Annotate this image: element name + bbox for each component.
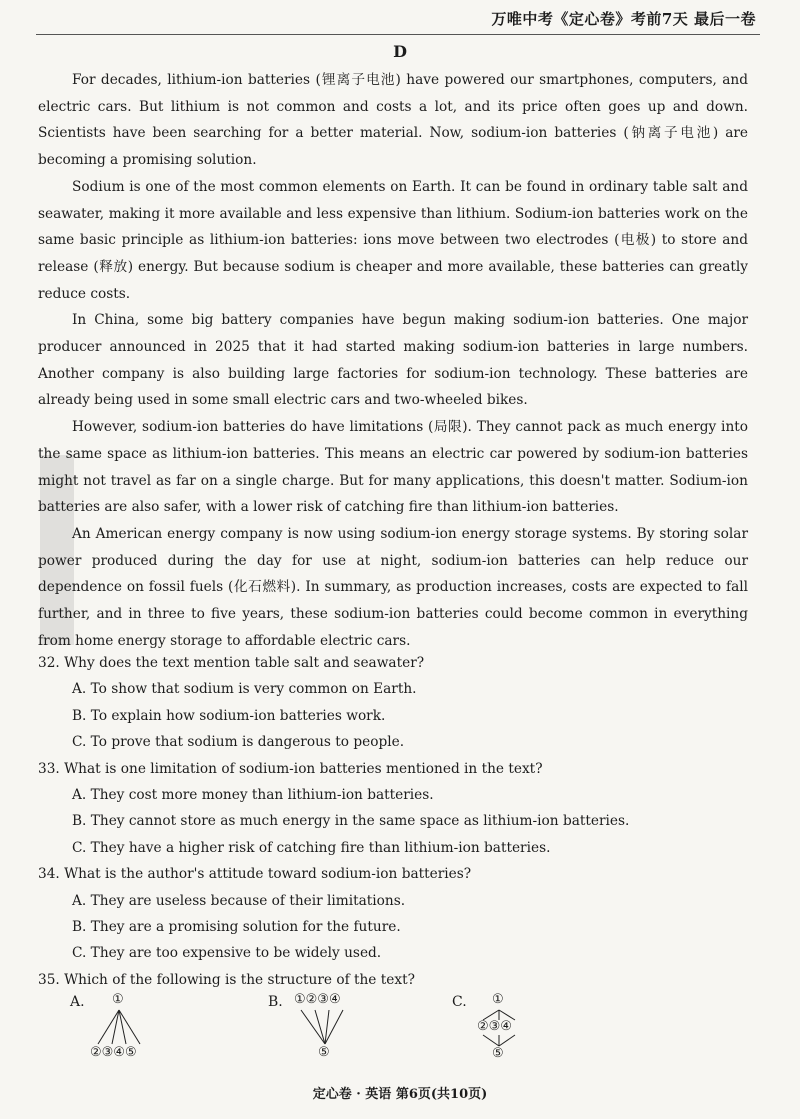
option-c[interactable]: C. They have a higher risk of catching fire than lithium-ion batteries. — [72, 839, 551, 856]
reading-passage — [38, 67, 748, 654]
diagram-lines — [452, 990, 582, 1070]
option-a[interactable]: A. To show that sodium is very common on Earth. — [72, 681, 417, 698]
diagram-middle-node: ②③④ — [477, 1019, 512, 1034]
diagram-bottom-node: ⑤ — [318, 1045, 330, 1060]
option-b[interactable]: B. To explain how sodium-ion batteries work. — [72, 707, 386, 724]
question-list — [38, 650, 760, 993]
section-letter: D — [393, 42, 407, 61]
passage-paragraph-4: However, sodium-ion batteries do have limitations (局限). They cannot pack as much energy into the same space as lithium-ion batteries. This means an electric car powered by sodium-ion batteries might not travel as far on a single charge. But for many applications, this doesn't matter. Sodium-ion batteries are also safer, with a lower risk of catching fire than lithium-ion batteries. — [38, 419, 748, 516]
diagram-lines — [268, 990, 398, 1070]
passage-paragraph-5: An American energy company is now using sodium-ion energy storage systems. By storing solar power produced during the day for use at night, sodium-ion batteries can help reduce our dependence on fossil fuels (化石燃料). In summary, as production increases, costs are expected to fall further, and in three to five years, these sodium-ion batteries could become common in everything from home energy storage to affordable electric cars. — [38, 525, 748, 649]
diagram-top-node: ① — [112, 992, 124, 1007]
diagram-letter: A. — [70, 994, 85, 1010]
option-a[interactable]: A. They cost more money than lithium-ion batteries. — [72, 787, 434, 804]
option-c[interactable]: C. To prove that sodium is dangerous to people. — [72, 734, 405, 751]
option-c[interactable]: C. They are too expensive to be widely used. — [72, 945, 382, 962]
structure-option-c[interactable] — [452, 990, 582, 1070]
page-footer: 定心卷 · 英语 第6页(共10页) — [312, 1087, 488, 1102]
structure-diagrams — [60, 990, 580, 1070]
header-divider — [36, 34, 760, 35]
diagram-bottom-node: ⑤ — [492, 1046, 504, 1061]
diagram-letter: B. — [268, 994, 283, 1010]
question-34 — [38, 861, 760, 967]
passage-paragraph-3: In China, some big battery companies have begun making sodium-ion batteries. One major producer announced in 2025 that it had started making sodium-ion batteries in large numbers. Another company is also building large factories for sodium-ion technology. These batteries are already being used in some small electric cars and two-wheeled bikes. — [38, 312, 748, 409]
option-b[interactable]: B. They are a promising solution for the future. — [72, 919, 401, 936]
question-stem: 35. Which of the following is the structure of the text? — [38, 971, 415, 988]
diagram-top-node: ①②③④ — [294, 992, 341, 1007]
question-stem: 34. What is the author's attitude toward sodium-ion batteries? — [38, 866, 472, 883]
passage-paragraph-1: For decades, lithium-ion batteries (锂离子电池) have powered our smartphones, computers, and electric cars. But lithium is not common and costs a lot, and its price often goes up and down. Scientists have been searching for a better material. Now, sodium-ion batteries (钠离子电池) are becoming a promising solution. — [38, 72, 748, 169]
question-32 — [38, 650, 760, 756]
question-33 — [38, 756, 760, 862]
option-a[interactable]: A. They are useless because of their limitations. — [72, 892, 406, 909]
diagram-letter: C. — [452, 994, 467, 1010]
diagram-bottom-node: ②③④⑤ — [90, 1045, 137, 1060]
option-b[interactable]: B. They cannot store as much energy in the same space as lithium-ion batteries. — [72, 813, 630, 830]
diagram-top-node: ① — [492, 992, 504, 1007]
question-stem: 32. Why does the text mention table salt and seawater? — [38, 655, 425, 671]
structure-option-a[interactable] — [70, 990, 200, 1070]
passage-paragraph-2: Sodium is one of the most common elements on Earth. It can be found in ordinary table salt and seawater, making it more available and less expensive than lithium. Sodium-ion batteries work on the same basic principle as lithium-ion batteries: ions move between two electrodes (电极) to store and release (释放) energy. But because sodium is cheaper and more available, these batteries can greatly reduce costs. — [38, 178, 748, 302]
header-title: 万唯中考《定心卷》考前7天 最后一卷 — [491, 10, 756, 28]
structure-option-b[interactable] — [268, 990, 398, 1070]
question-stem: 33. What is one limitation of sodium-ion batteries mentioned in the text? — [38, 760, 543, 777]
